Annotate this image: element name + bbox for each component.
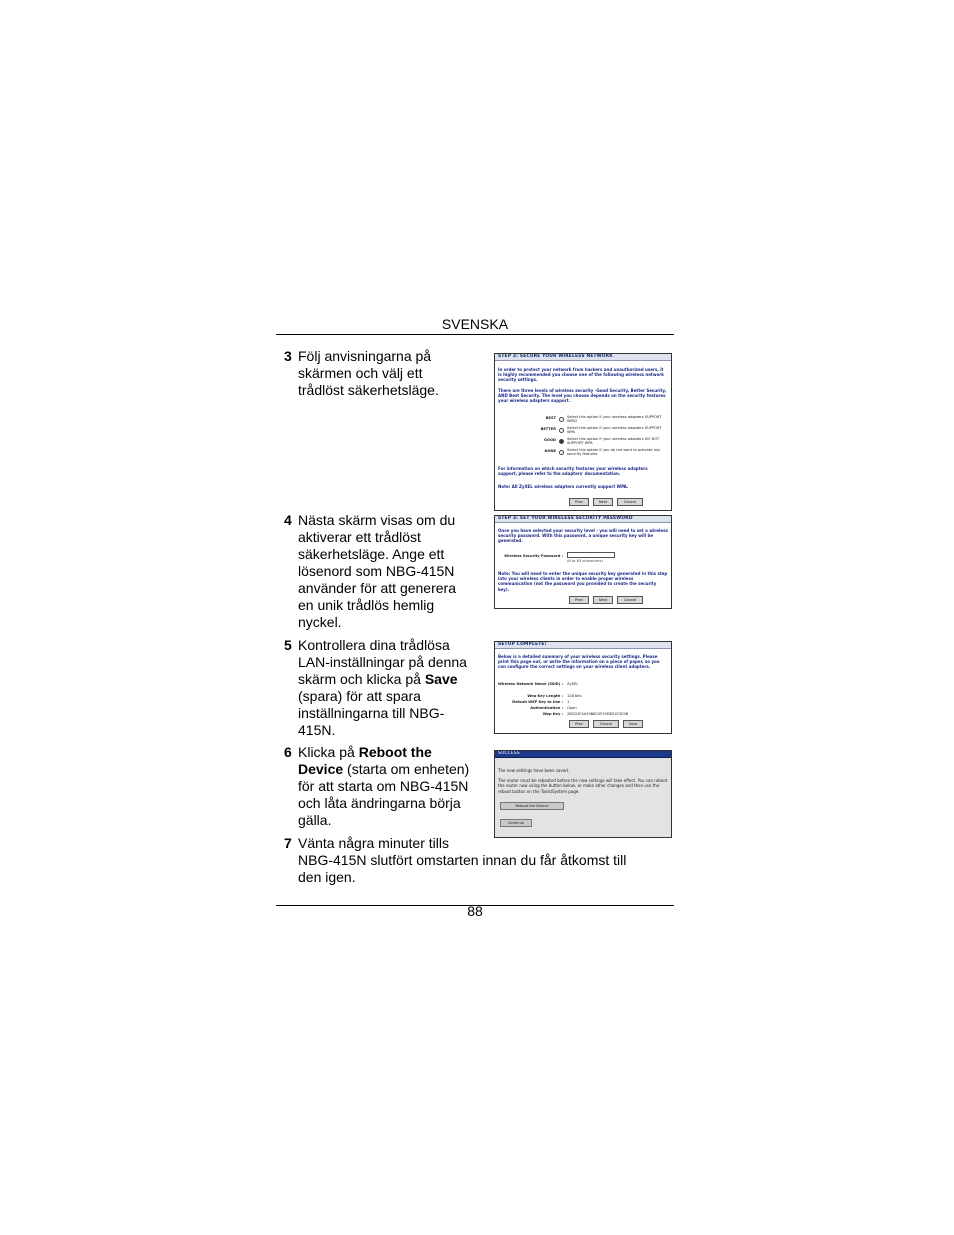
step-text-line: säkerhetsläge. Ange ett xyxy=(298,546,445,562)
step-number: 3 xyxy=(284,348,292,364)
screen-title: STEP 3: SET YOUR WIRELESS SECURITY PASSWORD xyxy=(495,516,671,523)
step-text-line: skärm och klicka på Save xyxy=(298,671,458,687)
step-number: 7 xyxy=(284,835,292,851)
intro-text: Once you have selected your security level - you will need to set a wireless security password. With this password, a unique security key will be generated. xyxy=(498,528,668,544)
step-text-line: lösenord som NBG-415N xyxy=(298,563,455,579)
option-none: NONE Select this option if you do not want to activate any security features xyxy=(544,448,661,457)
step-number: 4 xyxy=(284,512,292,528)
option-better: BETTER Select this option if your wireless adapters SUPPORT WPA xyxy=(540,426,662,435)
summary-value: Open xyxy=(567,706,577,710)
step-text-line: en unik trådlös hemlig xyxy=(298,597,435,613)
step-text-line: använder för att generera xyxy=(298,580,456,596)
prev-button[interactable]: Prev xyxy=(569,498,589,506)
password-input[interactable] xyxy=(567,552,615,558)
screen-title: STEP 2: SECURE YOUR WIRELESS NETWORK xyxy=(495,354,671,361)
summary-label: Wireless Network Name (SSID) : xyxy=(497,682,563,686)
screenshot-setup-complete xyxy=(494,641,672,734)
step-number: 5 xyxy=(284,637,292,653)
summary-value: 2BCD1F4A93B8C0F55E6D1E3C0B xyxy=(567,712,629,716)
step-text-line: nyckel. xyxy=(298,614,342,630)
password-hint: (8 to 63 characters) xyxy=(567,559,603,563)
reboot-info-text: The router must be rebooted before the new settings will take effect. You can reboot the router now using the button below, or make other changes and then use the reboot button on the Tools/System page. xyxy=(498,778,668,794)
summary-label: Authentication : xyxy=(530,706,563,710)
summary-value: 1 xyxy=(567,700,570,704)
header-rule xyxy=(276,334,674,335)
step-text-line: NBG-415N slutfört omstarten innan du får åtkomst till xyxy=(298,852,627,868)
next-button[interactable]: Next xyxy=(593,596,613,604)
step-text-line: Klicka på Reboot the xyxy=(298,744,432,760)
intro-text: In order to protect your network from hackers and unauthorized users, it is highly recommended you choose one of the following wireless network security settings. xyxy=(498,367,664,383)
summary-value: ZyXEL xyxy=(567,682,579,686)
step-text-line: Nästa skärm visas om du xyxy=(298,512,456,528)
page-header: SVENSKA xyxy=(441,316,509,332)
step-text-line: för att starta om NBG-415N xyxy=(298,778,469,794)
cancel-button[interactable]: Cancel xyxy=(593,720,619,728)
radio-good[interactable] xyxy=(559,439,564,444)
summary-label: Wep Key : xyxy=(542,712,563,716)
step-text-line: Kontrollera dina trådlösa xyxy=(298,637,450,653)
reboot-term: Reboot the xyxy=(358,744,432,760)
screen-title: SUCCESS xyxy=(495,751,671,758)
info-text: For information on which security features your wireless adapters support, please refer to the adapters' documentation. xyxy=(498,466,648,477)
screenshot-security-password xyxy=(494,515,672,609)
step-text-line: den igen. xyxy=(298,869,356,885)
radio-better[interactable] xyxy=(559,428,564,433)
reboot-device-button[interactable]: Reboot the Device xyxy=(500,802,564,810)
step-text-line: (spara) för att spara xyxy=(298,688,421,704)
continue-button[interactable]: Continue xyxy=(500,819,532,827)
step-text-line: och låta ändringarna börja xyxy=(298,795,461,811)
screenshot-success xyxy=(494,750,672,838)
intro-text: Below is a detailed summary of your wireless security settings. Please print this page out, or write the information on a piece of paper, so you can configure the correct settings on your wireless client adapters. xyxy=(498,654,660,670)
step-text-line: Följ anvisningarna på xyxy=(298,348,432,364)
cancel-button[interactable]: Cancel xyxy=(617,596,643,604)
note-text: Note: You will need to enter the unique security key generated in this step into your wireless clients in order to enable proper wireless communication (not the password you provided to create the security key). xyxy=(498,571,668,592)
option-good: GOOD Select this option if your wireless adapters DO NOT SUPPORT WPA xyxy=(543,437,660,446)
saved-text: The new settings have been saved. xyxy=(498,768,569,773)
step-number: 6 xyxy=(284,744,292,760)
prev-button[interactable]: Prev xyxy=(569,596,589,604)
save-button[interactable]: Save xyxy=(623,720,643,728)
screenshot-secure-network xyxy=(494,353,672,511)
step-text-line: Device (starta om enheten) xyxy=(298,761,470,777)
summary-label: Default WEP Key to Use : xyxy=(512,700,563,704)
step-text-line: inställningarna till NBG- xyxy=(298,705,445,721)
step-text-line: skärmen och välj ett xyxy=(298,365,423,381)
note-text: Note: All ZyXEL wireless adapters currently support WPA. xyxy=(498,484,629,489)
next-button[interactable]: Next xyxy=(593,498,613,506)
step-text-line: aktiverar ett trådlöst xyxy=(298,529,421,545)
summary-value: 128 bits xyxy=(567,694,582,698)
step-text-line: Vänta några minuter tills xyxy=(298,835,449,851)
device-term: Device xyxy=(298,761,344,777)
radio-best[interactable] xyxy=(559,417,564,422)
levels-text: There are three levels of wireless security -Good Security, Better Security, AND Best Security. The level you choose depends on the security features your wireless adapters support. xyxy=(498,387,667,404)
save-term: Save xyxy=(424,671,458,687)
prev-button[interactable]: Prev xyxy=(569,720,589,728)
password-label: Wireless Security Password : xyxy=(504,554,563,558)
page-number: 88 xyxy=(467,903,483,919)
step-text-line: LAN-inställningar på denna xyxy=(298,654,467,670)
cancel-button[interactable]: Cancel xyxy=(617,498,643,506)
radio-none[interactable] xyxy=(559,450,564,455)
step-text-line: 415N. xyxy=(298,722,336,738)
step-text-line: trådlöst säkerhetsläge. xyxy=(298,382,439,398)
option-best: BEST Select this option if your wireless adapters SUPPORT WPA2 xyxy=(545,415,662,424)
screen-title: SETUP COMPLETE! xyxy=(495,642,671,649)
step-text-line: gälla. xyxy=(298,812,332,828)
summary-label: Wep Key Length : xyxy=(527,694,563,698)
